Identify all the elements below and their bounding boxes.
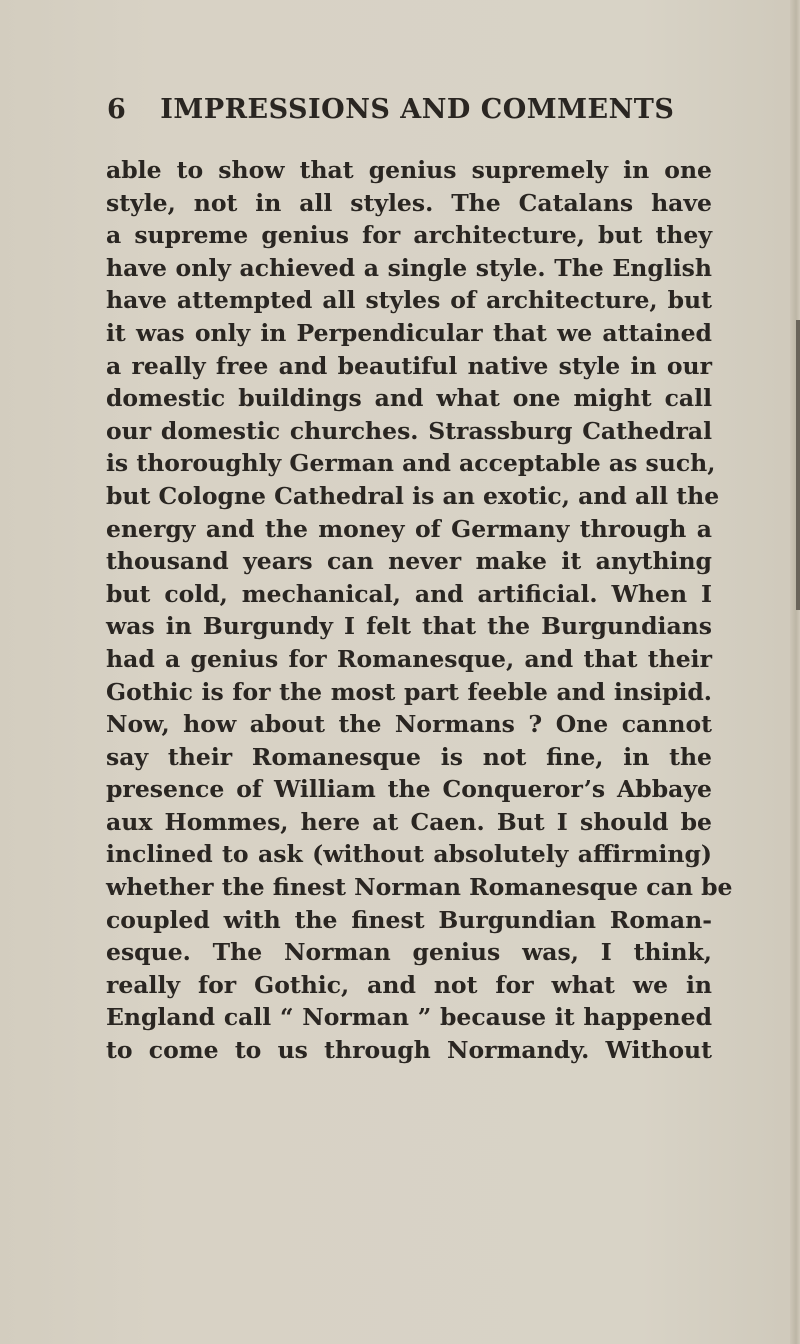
text-line: able to show that genius supremely in one xyxy=(106,156,712,184)
text-line: but Cologne Cathedral is an exotic, and all the xyxy=(106,481,720,510)
text-line: say their Romanesque is not fine, in the xyxy=(106,742,712,771)
text-line: was in Burgundy I felt that the Burgundians xyxy=(106,612,712,641)
page-number: 6 xyxy=(107,94,127,125)
text-line: a really free and beautiful native style in our xyxy=(106,351,712,380)
text-line: Now, how about the Normans ? One cannot xyxy=(106,710,712,739)
text-line: style, not in all styles. The Catalans have xyxy=(106,188,712,217)
text-line: energy and the money of Germany through a xyxy=(106,514,712,543)
text-line: domestic buildings and what one might call xyxy=(106,384,712,413)
page-edge xyxy=(790,0,800,1344)
text-line: inclined to ask (without absolutely affirming) xyxy=(106,840,712,869)
text-line: our domestic churches. Strassburg Cathedral xyxy=(106,416,712,445)
text-line: Gothic is for the most part feeble and insipid. xyxy=(106,677,712,706)
text-line: to come to us through Normandy. Without xyxy=(106,1036,712,1065)
running-head: IMPRESSIONS AND COMMENTS xyxy=(160,94,675,125)
text-line: presence of William the Conqueror’s Abbaye xyxy=(106,775,712,804)
text-line: it was only in Perpendicular that we attained xyxy=(106,318,712,347)
text-line: have attempted all styles of architecture, but xyxy=(106,286,712,315)
page-header xyxy=(107,94,707,134)
text-line: esque. The Norman genius was, I think, xyxy=(106,938,712,967)
text-line: is thoroughly German and acceptable as such, xyxy=(106,449,716,478)
text-line: had a genius for Romanesque, and that their xyxy=(106,644,712,673)
text-line: have only achieved a single style. The English xyxy=(106,253,712,282)
text-line: England call “ Norman ” because it happened xyxy=(106,1003,712,1032)
text-line: but cold, mechanical, and artificial. When I xyxy=(106,579,712,608)
text-line: whether the finest Norman Romanesque can be xyxy=(106,873,733,902)
text-line: coupled with the finest Burgundian Roman- xyxy=(106,905,712,934)
text-line: really for Gothic, and not for what we in xyxy=(106,970,712,999)
text-line: thousand years can never make it anything xyxy=(106,547,712,576)
text-line: a supreme genius for architecture, but they xyxy=(106,221,712,250)
text-line: aux Hommes, here at Caen. But I should be xyxy=(106,807,712,836)
page-edge-shadow xyxy=(796,320,800,610)
body-text xyxy=(106,154,733,1067)
